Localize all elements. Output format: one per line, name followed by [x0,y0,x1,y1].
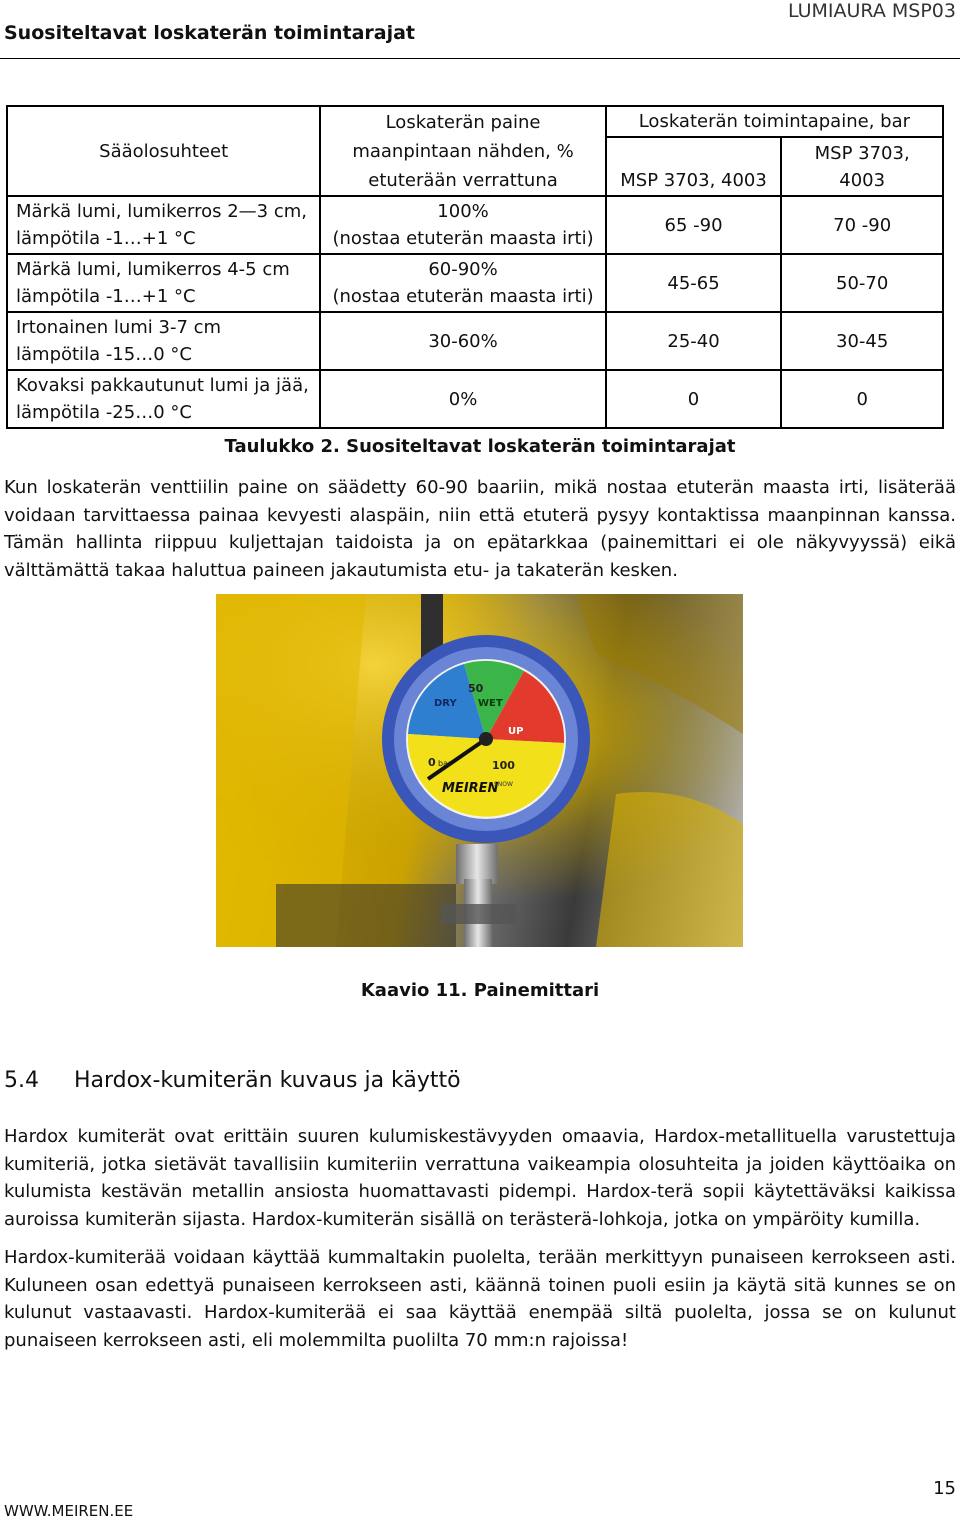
row-pressure-percent: 100% (nostaa etuterän maasta irti) [320,196,605,254]
body-paragraph: Kun loskaterän venttiilin paine on säädetty 60-90 baariin, mikä nostaa etuterän maasta irti, lisäterää voidaan tarvittaessa painaa kevyesti alaspäin, niin että etuterä pysyy kontaktissa maanpinnan kanssa. Tämän hallinta riippuu kuljettajan taidoista ja on epätarkkaa (painemittari ei ole näkyvyyssä) eikä välttämättä takaa haluttua paineen jakautumista etu- ja takaterän kesken. [4,477,956,582]
row-pressure-percent: 30-60% [320,312,605,370]
pressure-gauge-illustration [216,594,743,947]
gauge-label-wet: WET [478,698,503,709]
operating-limits-table [6,105,944,429]
gauge-snow-label: SNOW [494,781,513,788]
row-conditions: Irtonainen lumi 3-7 cm lämpötila -15…0 °C [7,312,320,370]
page-number: 15 [933,1478,956,1499]
gauge-label-up: UP [508,726,524,737]
col-header-conditions: Sääolosuhteet [7,106,320,196]
col-header-pressure-line1: Loskaterän paine [320,106,605,137]
row-pressure-model-b: 0 [781,370,943,428]
gauge-brand-logo: MEIREN [442,781,499,796]
row-pressure-model-b: 50-70 [781,254,943,312]
figure-caption: Kaavio 11. Painemittari [360,980,600,1001]
col-header-operating-pressure: Loskaterän toimintapaine, bar [606,106,943,137]
footer-website: WWW.MEIREN.EE [4,1502,134,1520]
page-header-title: Suositeltavat loskaterän toimintarajat [4,22,416,44]
row-pressure-model-a: 0 [606,370,782,428]
body-paragraph: Hardox-kumiterää voidaan käyttää kummaltakin puolelta, terään merkittyyn punaiseen kerrokseen asti. Kuluneen osan edettyä punaiseen kerrokseen asti, käännä toinen puoli esiin ja käytä sitä kunnes se on kulunut vastaavasti. Hardox-kumiterää ei saa käyttää enempää siltä puolelta, jossa se on kulunut punaiseen kerrokseen asti, eli molemmilta puolilta 70 mm:n rajoissa! [4,1247,956,1352]
body-paragraph: Hardox kumiterät ovat erittäin suuren kulumiskestävyyden omaavia, Hardox-metallituella varustettuja kumiteriä, jotka sietävät tavallisiin kumiteriin verrattuna vaikeampia olosuhteita ja joiden käyttöaika on kulumista kestävän metallin ansiosta huomattavasti pidempi. Hardox-terä sopii käytettäväksi kaikissa auroissa kumiterän sijasta. Hardox-kumiterän sisällä on terästerä-lohkoja, jotka on ympäröity kumilla. [4,1126,956,1231]
row-conditions: Märkä lumi, lumikerros 4-5 cm lämpötila -1…+1 °C [7,254,320,312]
col-header-model-a: MSP 3703, 4003 [606,137,782,196]
col-header-pressure-line2: maanpintaan nähden, % [320,137,605,166]
row-pressure-percent: 60-90% (nostaa etuterän maasta irti) [320,254,605,312]
table-row [7,254,943,312]
row-conditions: Kovaksi pakkautunut lumi ja jää, lämpötila -25…0 °C [7,370,320,428]
document-product-label: LUMIAURA MSP03 [787,0,956,22]
row-pressure-model-a: 65 -90 [606,196,782,254]
gauge-tick-100: 100 [492,759,515,772]
col-header-model-b: MSP 3703, 4003 [781,137,943,196]
gauge-tick-50: 50 [468,682,484,695]
table-caption: Taulukko 2. Suositeltavat loskaterän toimintarajat [224,436,736,457]
row-pressure-model-a: 45-65 [606,254,782,312]
col-header-pressure-line3: etuterään verrattuna [320,166,605,196]
gauge-label-dry: DRY [434,698,457,709]
pressure-gauge-photo [216,594,743,947]
section-number: 5.4 [4,1068,39,1093]
table-row [7,312,943,370]
section-title: Hardox-kumiterän kuvaus ja käyttö [74,1068,461,1093]
row-pressure-percent: 0% [320,370,605,428]
gauge-unit: bar [438,759,452,768]
gauge-tick-0: 0 [428,756,436,769]
row-conditions: Märkä lumi, lumikerros 2—3 cm, lämpötila -1…+1 °C [7,196,320,254]
section-heading [4,1068,461,1093]
header-divider [0,58,960,59]
row-pressure-model-b: 30-45 [781,312,943,370]
table-row [7,196,943,254]
row-pressure-model-b: 70 -90 [781,196,943,254]
table-row [7,370,943,428]
row-pressure-model-a: 25-40 [606,312,782,370]
